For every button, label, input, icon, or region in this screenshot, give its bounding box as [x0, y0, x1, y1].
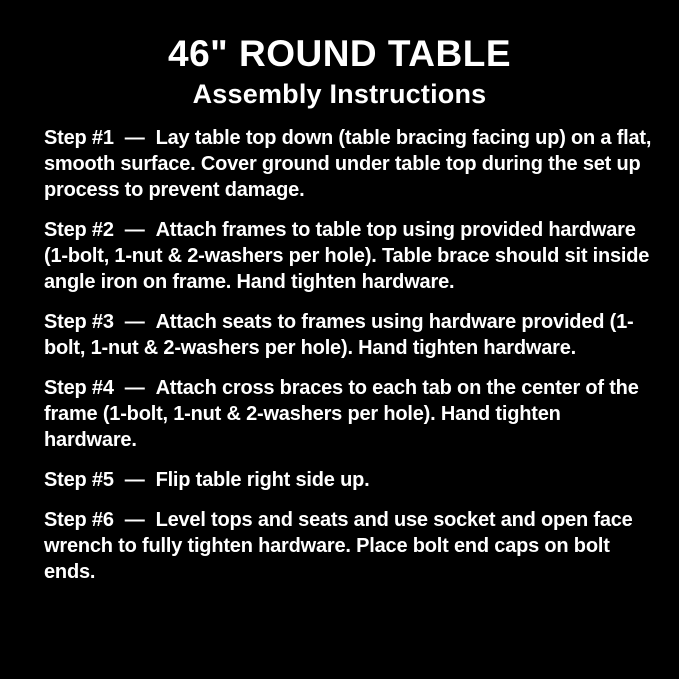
steps-list	[0, 125, 679, 585]
step-2-dash: —	[124, 219, 145, 242]
step-3-dash: —	[124, 311, 145, 334]
step-5-text: Flip table right side up.	[155, 469, 370, 492]
step-1-text: Lay table top down (table bracing facing up) on a flat, smooth surface. Cover ground under table top during the set up process to prevent damage.	[44, 127, 652, 202]
step-2-label: Step #2	[44, 219, 114, 242]
step-1	[44, 125, 653, 203]
step-1-label: Step #1	[44, 127, 114, 150]
step-2-text: Attach frames to table top using provided hardware (1-bolt, 1-nut & 2-washers per hole). Table brace should sit inside angle iron on frame. Hand tighten hardware.	[44, 219, 650, 294]
step-6-label: Step #6	[44, 509, 114, 532]
step-5-dash: —	[124, 469, 145, 492]
step-4-label: Step #4	[44, 377, 114, 400]
step-3-text: Attach seats to frames using hardware provided (1-bolt, 1-nut & 2-washers per hole). Hand tighten hardware.	[44, 311, 634, 360]
step-6	[44, 507, 653, 585]
step-3-label: Step #3	[44, 311, 114, 334]
step-5-label: Step #5	[44, 469, 114, 492]
step-6-dash: —	[124, 509, 145, 532]
step-4-text: Attach cross braces to each tab on the center of the frame (1-bolt, 1-nut & 2-washers per hole). Hand tighten hardware.	[44, 377, 639, 452]
step-6-text: Level tops and seats and use socket and open face wrench to fully tighten hardware. Place bolt end caps on bolt ends.	[44, 509, 633, 584]
page-title: 46" ROUND TABLE	[168, 33, 511, 74]
step-5	[44, 467, 653, 493]
step-2	[44, 217, 653, 295]
step-1-dash: —	[124, 127, 145, 150]
step-4-dash: —	[124, 377, 145, 400]
step-4	[44, 375, 653, 453]
step-3	[44, 309, 653, 361]
page-subtitle: Assembly Instructions	[192, 79, 487, 110]
